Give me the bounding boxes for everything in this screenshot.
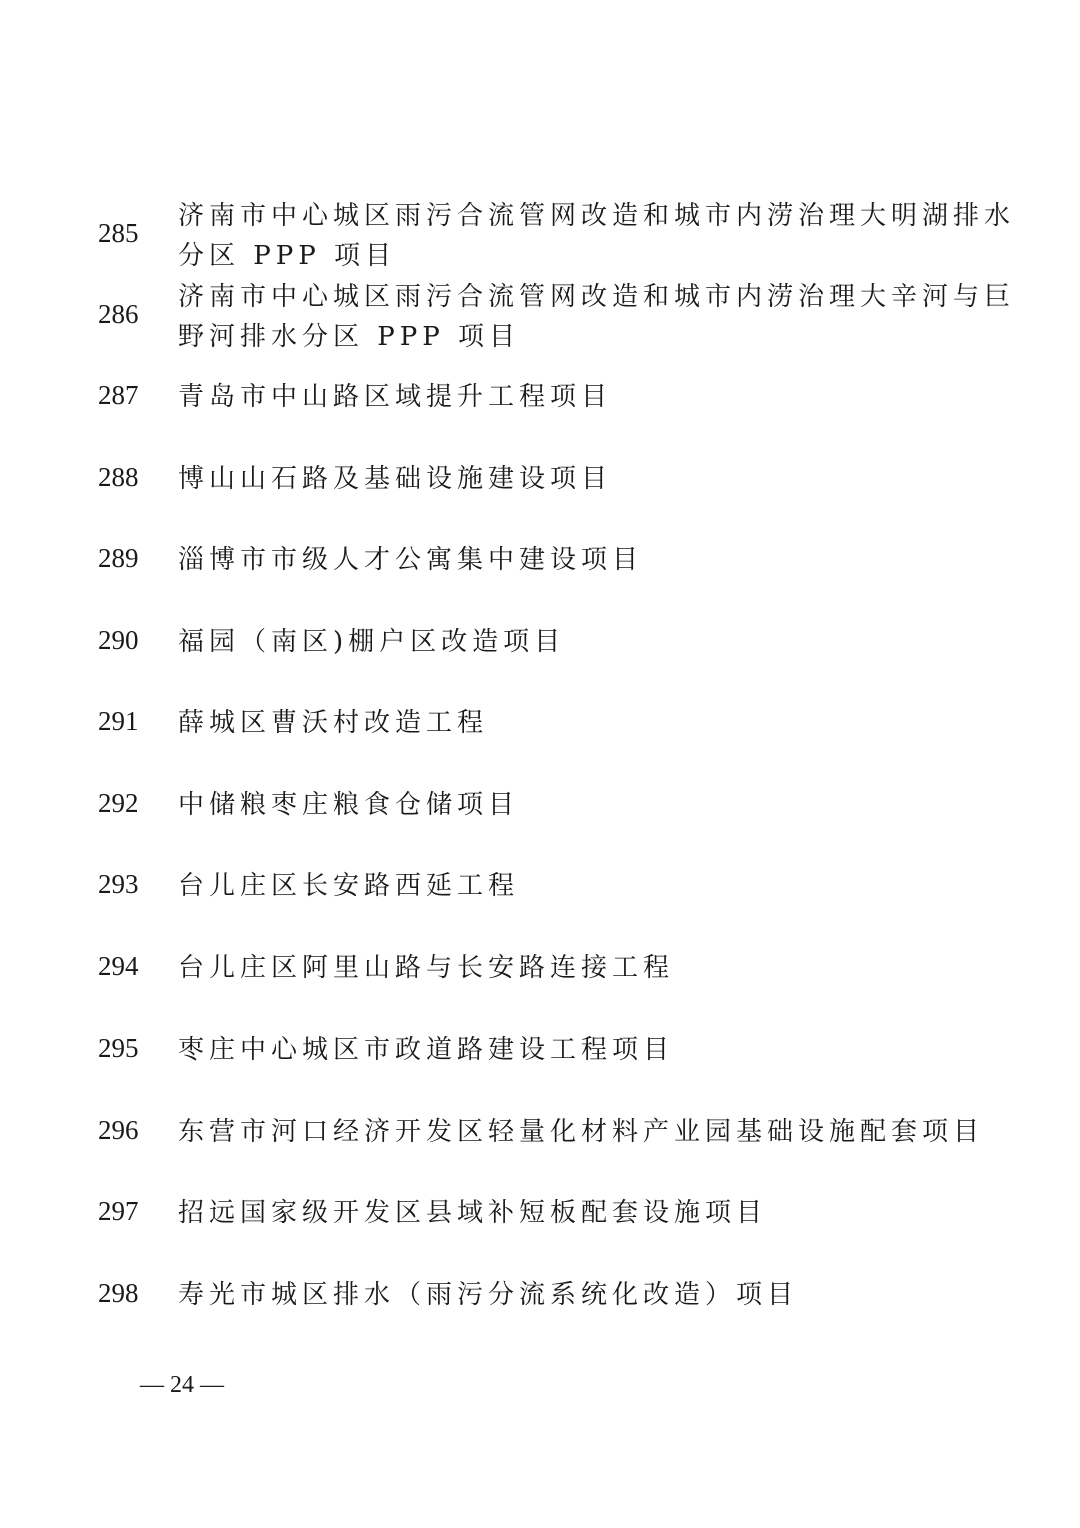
item-name-line: 枣庄中心城区市政道路建设工程项目 <box>178 1035 675 1065</box>
item-name <box>178 540 968 580</box>
page-number: — 24 — <box>140 1372 224 1398</box>
item-number: 290 <box>98 625 139 655</box>
item-name-line: 中储粮枣庄粮食仓储项目 <box>178 790 520 820</box>
item-name <box>178 1112 985 1152</box>
item-name-line: 薛城区曹沃村改造工程 <box>178 708 489 738</box>
item-number: 285 <box>98 218 139 248</box>
item-name <box>178 196 1016 276</box>
item-number: 293 <box>98 869 139 899</box>
item-number: 294 <box>98 951 139 981</box>
item-name-line: 福园（南区)棚户区改造项目 <box>178 627 566 657</box>
item-number: 298 <box>98 1278 139 1308</box>
item-name <box>178 785 968 825</box>
item-name <box>178 277 1016 357</box>
item-name-line: 青岛市中山路区域提升工程项目 <box>178 382 613 412</box>
item-number: 289 <box>98 543 139 573</box>
item-number: 291 <box>98 706 139 736</box>
item-name-line: 淄博市市级人才公寓集中建设项目 <box>178 545 644 575</box>
item-name-line: 台儿庄区阿里山路与长安路连接工程 <box>178 953 675 983</box>
item-name-line: 分区 PPP 项目 <box>178 241 397 271</box>
item-name <box>178 1275 968 1315</box>
item-number: 297 <box>98 1196 139 1226</box>
item-name-line: 东营市河口经济开发区轻量化材料产业园基础设施配套项目 <box>178 1117 985 1147</box>
item-name-line: 台儿庄区长安路西延工程 <box>178 871 520 901</box>
item-name <box>178 377 968 417</box>
item-name-line: 济南市中心城区雨污合流管网改造和城市内涝治理大明湖排水 <box>178 201 1016 231</box>
item-name <box>178 459 968 499</box>
item-name <box>178 703 968 743</box>
item-number: 286 <box>98 299 139 329</box>
item-number: 296 <box>98 1115 139 1145</box>
item-name <box>178 1193 968 1233</box>
item-name <box>178 622 968 662</box>
item-name-line: 招远国家级开发区县域补短板配套设施项目 <box>178 1198 768 1228</box>
item-name-line: 济南市中心城区雨污合流管网改造和城市内涝治理大辛河与巨 <box>178 282 1016 312</box>
item-name-line: 寿光市城区排水（雨污分流系统化改造）项目 <box>178 1280 799 1310</box>
item-number: 287 <box>98 380 139 410</box>
item-number: 292 <box>98 788 139 818</box>
item-name <box>178 866 968 906</box>
item-number: 288 <box>98 462 139 492</box>
item-name-line: 博山山石路及基础设施建设项目 <box>178 464 613 494</box>
item-name <box>178 948 968 988</box>
item-name-line: 野河排水分区 PPP 项目 <box>178 322 521 352</box>
item-number: 295 <box>98 1033 139 1063</box>
item-name <box>178 1030 968 1070</box>
